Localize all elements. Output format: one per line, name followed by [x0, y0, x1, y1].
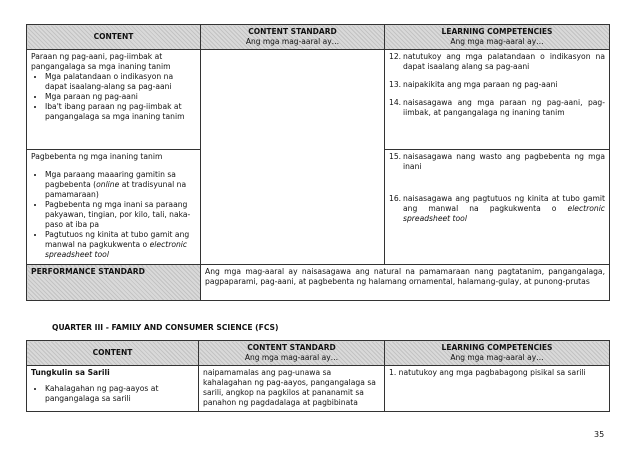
header-content-standard: CONTENT STANDARD Ang mga mag-aaral ay…: [201, 25, 385, 50]
content-bullet-list: [31, 384, 194, 404]
competencies-cell-selling: [385, 150, 610, 265]
content-bullet-list: [31, 72, 196, 122]
competencies-cell: 1. natutukoy ang mga pagbabagong pisikal sa sarili: [385, 366, 610, 412]
competency-item: 16. naisasagawa ang pagtutuos ng kinita at tubo gamit ang manwal na pagkukwenta o electronic spreadsheet tool: [389, 194, 605, 223]
curriculum-table-fcs: [26, 340, 610, 412]
competencies-cell-harvest: [385, 50, 610, 150]
page-number: 35: [594, 430, 605, 439]
list-item: • Pagtutuos ng kinita at tubo gamit ang manwal na pagkukwenta o electronic spreadsheet tool: [45, 230, 196, 260]
content-intro: Paraan ng pag-aani, pag-iimbak at pangangalaga sa mga inaning tanim: [31, 52, 171, 71]
list-item: • Kahalagahan ng pag-aayos at pangangalaga sa sarili: [45, 384, 194, 404]
table-row: [27, 50, 610, 150]
list-item: • Mga paraang maaaring gamitin sa pagbebenta (online at tradisyunal na pamamaraan): [45, 170, 196, 200]
header-learning-competencies: LEARNING COMPETENCIES Ang mga mag-aaral ay…: [385, 341, 610, 366]
content-intro: Pagbebenta ng mga inaning tanim: [31, 152, 163, 161]
competency-item: 13. naipakikita ang mga paraan ng pag-aani: [389, 80, 558, 89]
content-bullet-list: [31, 170, 196, 260]
table-header-row: [27, 25, 610, 50]
curriculum-table-agriculture: [26, 24, 610, 301]
content-title: Tungkulin sa Sarili: [31, 368, 110, 377]
competency-item: 12. natutukoy ang mga palatandaan o indikasyon na dapat isaalang alang sa pag-aani: [389, 52, 605, 71]
performance-standard-text: Ang mga mag-aaral ay naisasagawa ang natural na pamamaraan nang pagtatanim, pangangalaga, pagpaparami, pag-aani, at pagbebenta ng halamang ornamental, halamang-gulay, at punong-prutas: [201, 265, 610, 301]
header-content-standard: CONTENT STANDARD Ang mga mag-aaral ay…: [199, 341, 385, 366]
content-cell-harvest: [27, 50, 201, 150]
content-standard-cell: [201, 50, 385, 265]
performance-standard-label: PERFORMANCE STANDARD: [27, 265, 201, 301]
content-cell-self-care: [27, 366, 199, 412]
content-standard-cell: naipamamalas ang pag-unawa sa kahalagahan ng pag-aayos, pangangalaga sa sarili, angkop na pagkilos at pananamit sa panahon ng pagdadalaga at pagbibinata: [199, 366, 385, 412]
performance-standard-row: [27, 265, 610, 301]
list-item: • Mga palatandaan o indikasyon na dapat isaalang-alang sa pag-aani: [45, 72, 196, 92]
header-learning-competencies: LEARNING COMPETENCIES Ang mga mag-aaral ay…: [385, 25, 610, 50]
header-content: CONTENT: [27, 341, 199, 366]
list-item: • Iba't ibang paraan ng pag-iimbak at pangangalaga sa mga inaning tanim: [45, 102, 196, 122]
table-header-row: [27, 341, 610, 366]
competency-item: 15. naisasagawa nang wasto ang pagbebenta ng mga inani: [389, 152, 605, 171]
content-cell-selling: [27, 150, 201, 265]
list-item: • Mga paraan ng pag-aani: [45, 92, 196, 102]
quarter-heading: QUARTER III - FAMILY AND CONSUMER SCIENCE (FCS): [52, 323, 279, 332]
table-row: [27, 366, 610, 412]
competency-item: 14. naisasagawa ang mga paraan ng pag-aani, pag-iimbak, at pangangalaga ng inaning tanim: [389, 98, 605, 117]
list-item: • Pagbebenta ng mga inani sa paraang pakyawan, tingian, por kilo, tali, naka-paso at iba pa: [45, 200, 196, 230]
header-content: CONTENT: [27, 25, 201, 50]
